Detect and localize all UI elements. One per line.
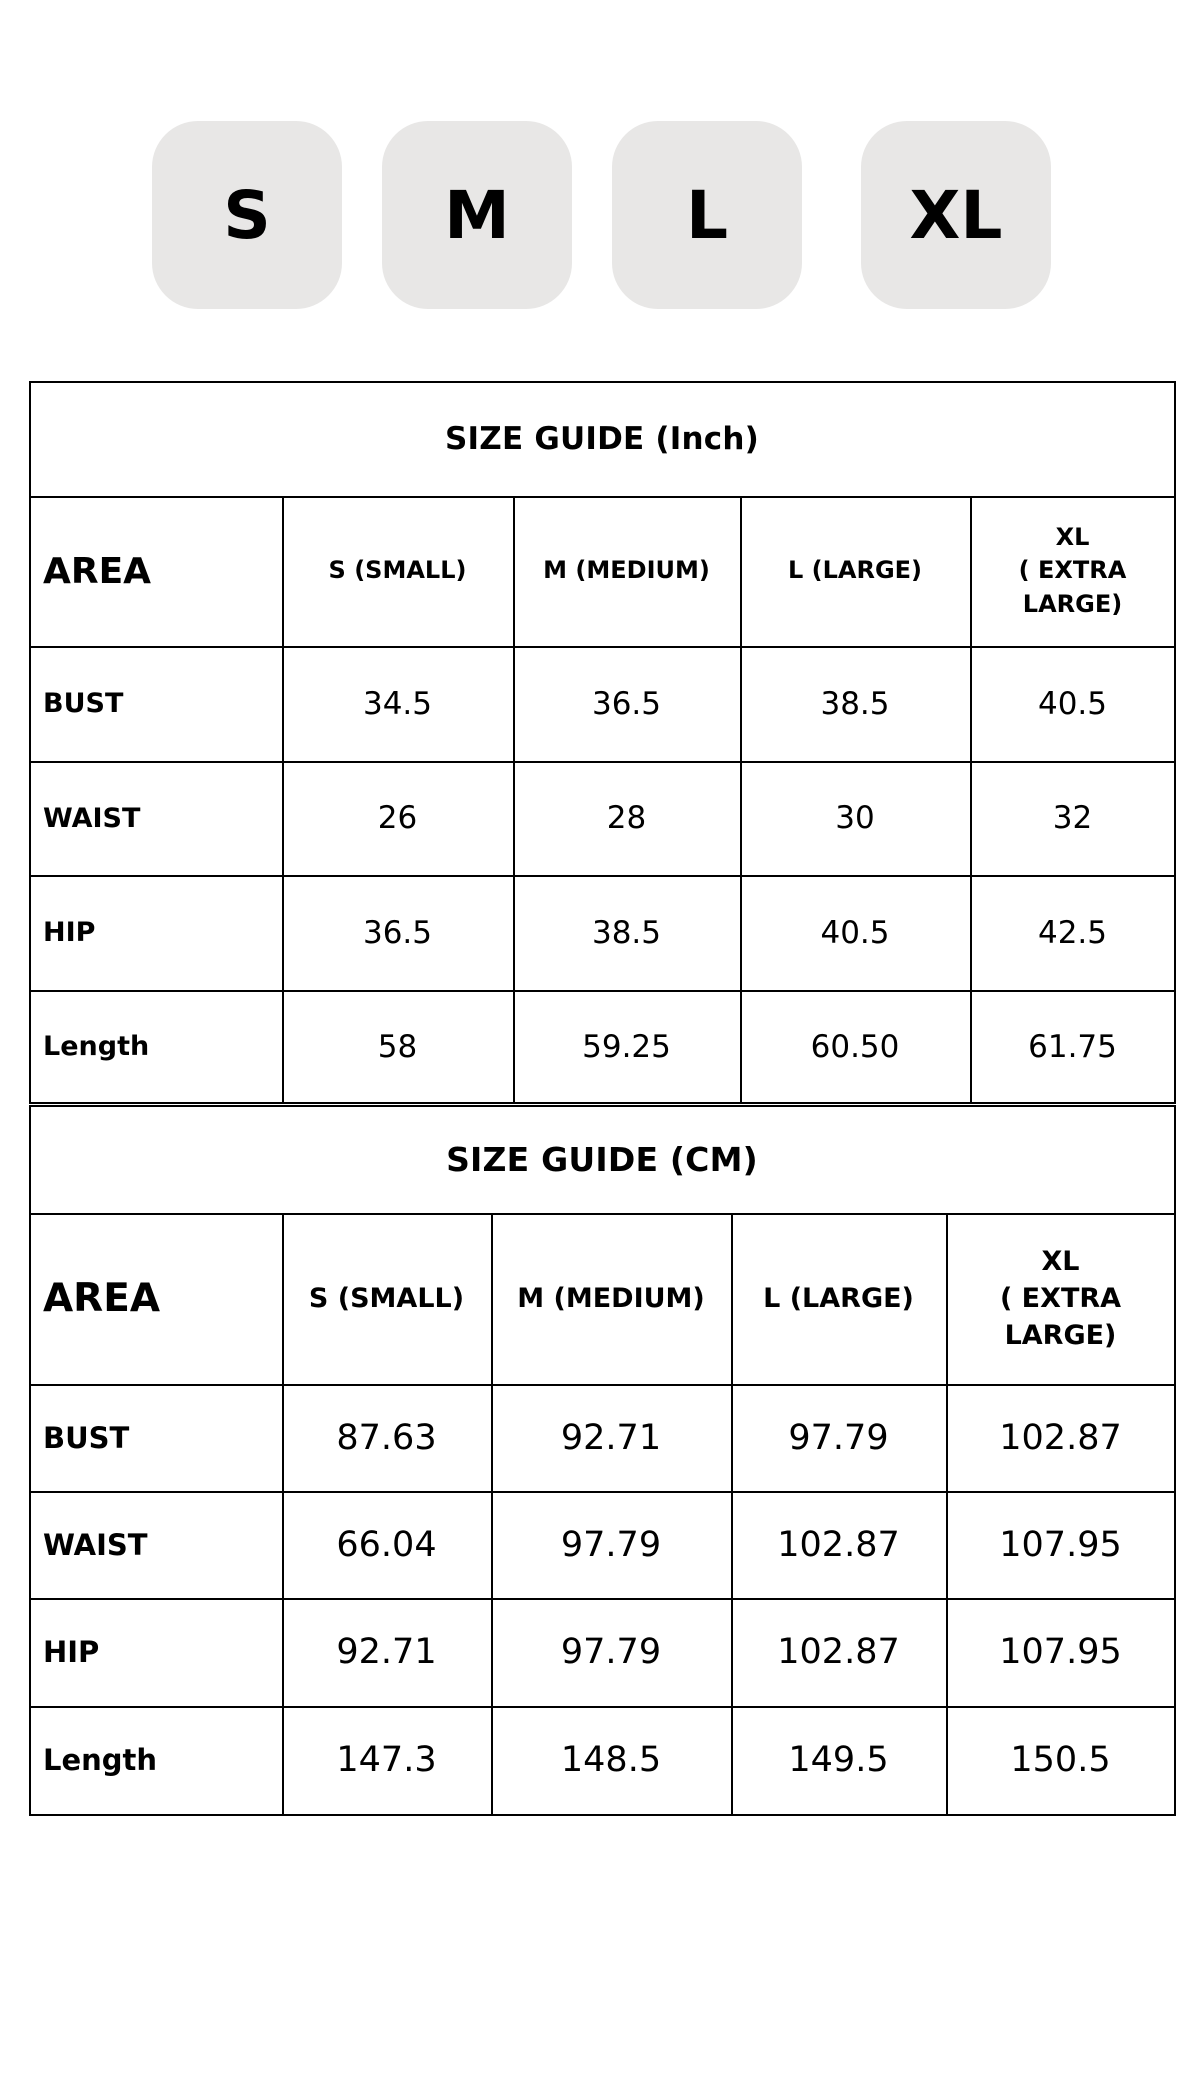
column-header-s: S (SMALL) xyxy=(308,1282,465,1314)
table-cell: 147.3 xyxy=(336,1740,437,1780)
table-row-hip xyxy=(29,875,1175,990)
row-label: HIP xyxy=(43,1635,100,1669)
table-row-bust xyxy=(29,646,1175,761)
table-border-bottom xyxy=(29,1102,1176,1104)
table-gridline xyxy=(29,990,1176,992)
table-row-length xyxy=(29,1706,1175,1814)
table-gridline xyxy=(29,646,1176,648)
row-label: Length xyxy=(43,1031,150,1062)
table-cell: 32 xyxy=(1052,800,1093,836)
size-guide-inch-table xyxy=(29,381,1175,1103)
table-cell: 40.5 xyxy=(1037,685,1108,722)
table-gridline xyxy=(29,1384,1176,1386)
table-border-right xyxy=(1174,381,1176,1104)
table-title-row xyxy=(29,1105,1175,1213)
table-cell: 149.5 xyxy=(788,1740,889,1780)
table-gridline xyxy=(29,496,1176,498)
column-header-l: L (LARGE) xyxy=(787,556,923,585)
table-gridline xyxy=(29,875,1176,877)
table-cell: 28 xyxy=(606,800,647,836)
table-cell: 107.95 xyxy=(999,1524,1122,1565)
table-row-waist xyxy=(29,761,1175,875)
area-header: AREA xyxy=(43,550,152,592)
table-cell: 102.87 xyxy=(999,1417,1122,1458)
table-gridline xyxy=(29,761,1176,763)
table-cell: 102.87 xyxy=(777,1524,900,1565)
table-gridline xyxy=(731,1213,733,1814)
size-button-s[interactable]: S xyxy=(152,121,342,309)
table-cell: 102.87 xyxy=(777,1632,900,1672)
table-cell: 26 xyxy=(377,800,418,836)
table-cell: 148.5 xyxy=(560,1740,662,1780)
table-border-top xyxy=(29,381,1176,383)
column-header-m: M (MEDIUM) xyxy=(543,556,710,585)
table-cell: 92.71 xyxy=(560,1417,662,1458)
table-border-top xyxy=(29,1105,1176,1107)
row-label: BUST xyxy=(43,1420,130,1455)
table-row-bust xyxy=(29,1384,1175,1491)
table-title: SIZE GUIDE (CM) xyxy=(446,1139,758,1179)
row-label: BUST xyxy=(43,688,124,719)
table-cell: 97.79 xyxy=(560,1632,662,1672)
table-cell: 40.5 xyxy=(820,914,890,951)
table-gridline xyxy=(282,1213,284,1814)
row-label: WAIST xyxy=(43,802,141,834)
table-gridline xyxy=(29,1706,1176,1708)
table-row-length xyxy=(29,990,1175,1103)
table-gridline xyxy=(29,1598,1176,1600)
table-border-left xyxy=(29,1105,31,1816)
size-button-l[interactable]: L xyxy=(612,121,802,309)
table-gridline xyxy=(513,496,515,1103)
column-header-s: S (SMALL) xyxy=(328,556,467,585)
table-header-row xyxy=(29,1213,1175,1384)
table-gridline xyxy=(491,1213,493,1814)
table-cell: 66.04 xyxy=(336,1524,437,1565)
table-title: SIZE GUIDE (Inch) xyxy=(445,420,759,457)
table-cell: 97.79 xyxy=(788,1417,889,1458)
table-cell: 150.5 xyxy=(1010,1740,1111,1780)
row-label: Length xyxy=(43,1743,158,1777)
table-title-row xyxy=(29,381,1175,496)
table-cell: 59.25 xyxy=(582,1028,671,1065)
table-gridline xyxy=(29,1491,1176,1493)
table-row-waist xyxy=(29,1491,1175,1598)
table-cell: 58 xyxy=(377,1028,418,1065)
column-header-m: M (MEDIUM) xyxy=(517,1282,705,1314)
size-guide-cm-table xyxy=(29,1105,1175,1815)
table-cell: 42.5 xyxy=(1037,914,1108,951)
table-cell: 61.75 xyxy=(1028,1028,1117,1065)
size-button-xl[interactable]: XL xyxy=(861,121,1051,309)
column-header-l: L (LARGE) xyxy=(763,1282,914,1314)
table-cell: 38.5 xyxy=(820,685,890,722)
column-header-xl: XL ( EXTRA LARGE) xyxy=(1018,523,1127,618)
table-cell: 34.5 xyxy=(362,685,433,722)
table-border-bottom xyxy=(29,1814,1176,1816)
row-label: HIP xyxy=(43,917,96,948)
column-header-xl: XL ( EXTRA LARGE) xyxy=(999,1245,1122,1352)
table-cell: 92.71 xyxy=(336,1632,437,1672)
table-cell: 38.5 xyxy=(591,914,662,951)
table-gridline xyxy=(282,496,284,1103)
row-label: WAIST xyxy=(43,1527,148,1562)
table-cell: 97.79 xyxy=(560,1524,662,1565)
table-row-hip xyxy=(29,1598,1175,1706)
table-cell: 36.5 xyxy=(591,685,662,722)
table-gridline xyxy=(29,1213,1176,1215)
table-border-right xyxy=(1174,1105,1176,1816)
table-cell: 30 xyxy=(835,800,875,836)
table-gridline xyxy=(970,496,972,1103)
size-button-m[interactable]: M xyxy=(382,121,572,309)
table-cell: 87.63 xyxy=(336,1417,437,1458)
table-cell: 60.50 xyxy=(810,1028,900,1065)
table-cell: 107.95 xyxy=(999,1632,1122,1672)
table-gridline xyxy=(946,1213,948,1814)
table-header-row xyxy=(29,496,1175,646)
area-header: AREA xyxy=(43,1276,161,1321)
table-cell: 36.5 xyxy=(362,914,433,951)
table-border-left xyxy=(29,381,31,1104)
table-gridline xyxy=(740,496,742,1103)
